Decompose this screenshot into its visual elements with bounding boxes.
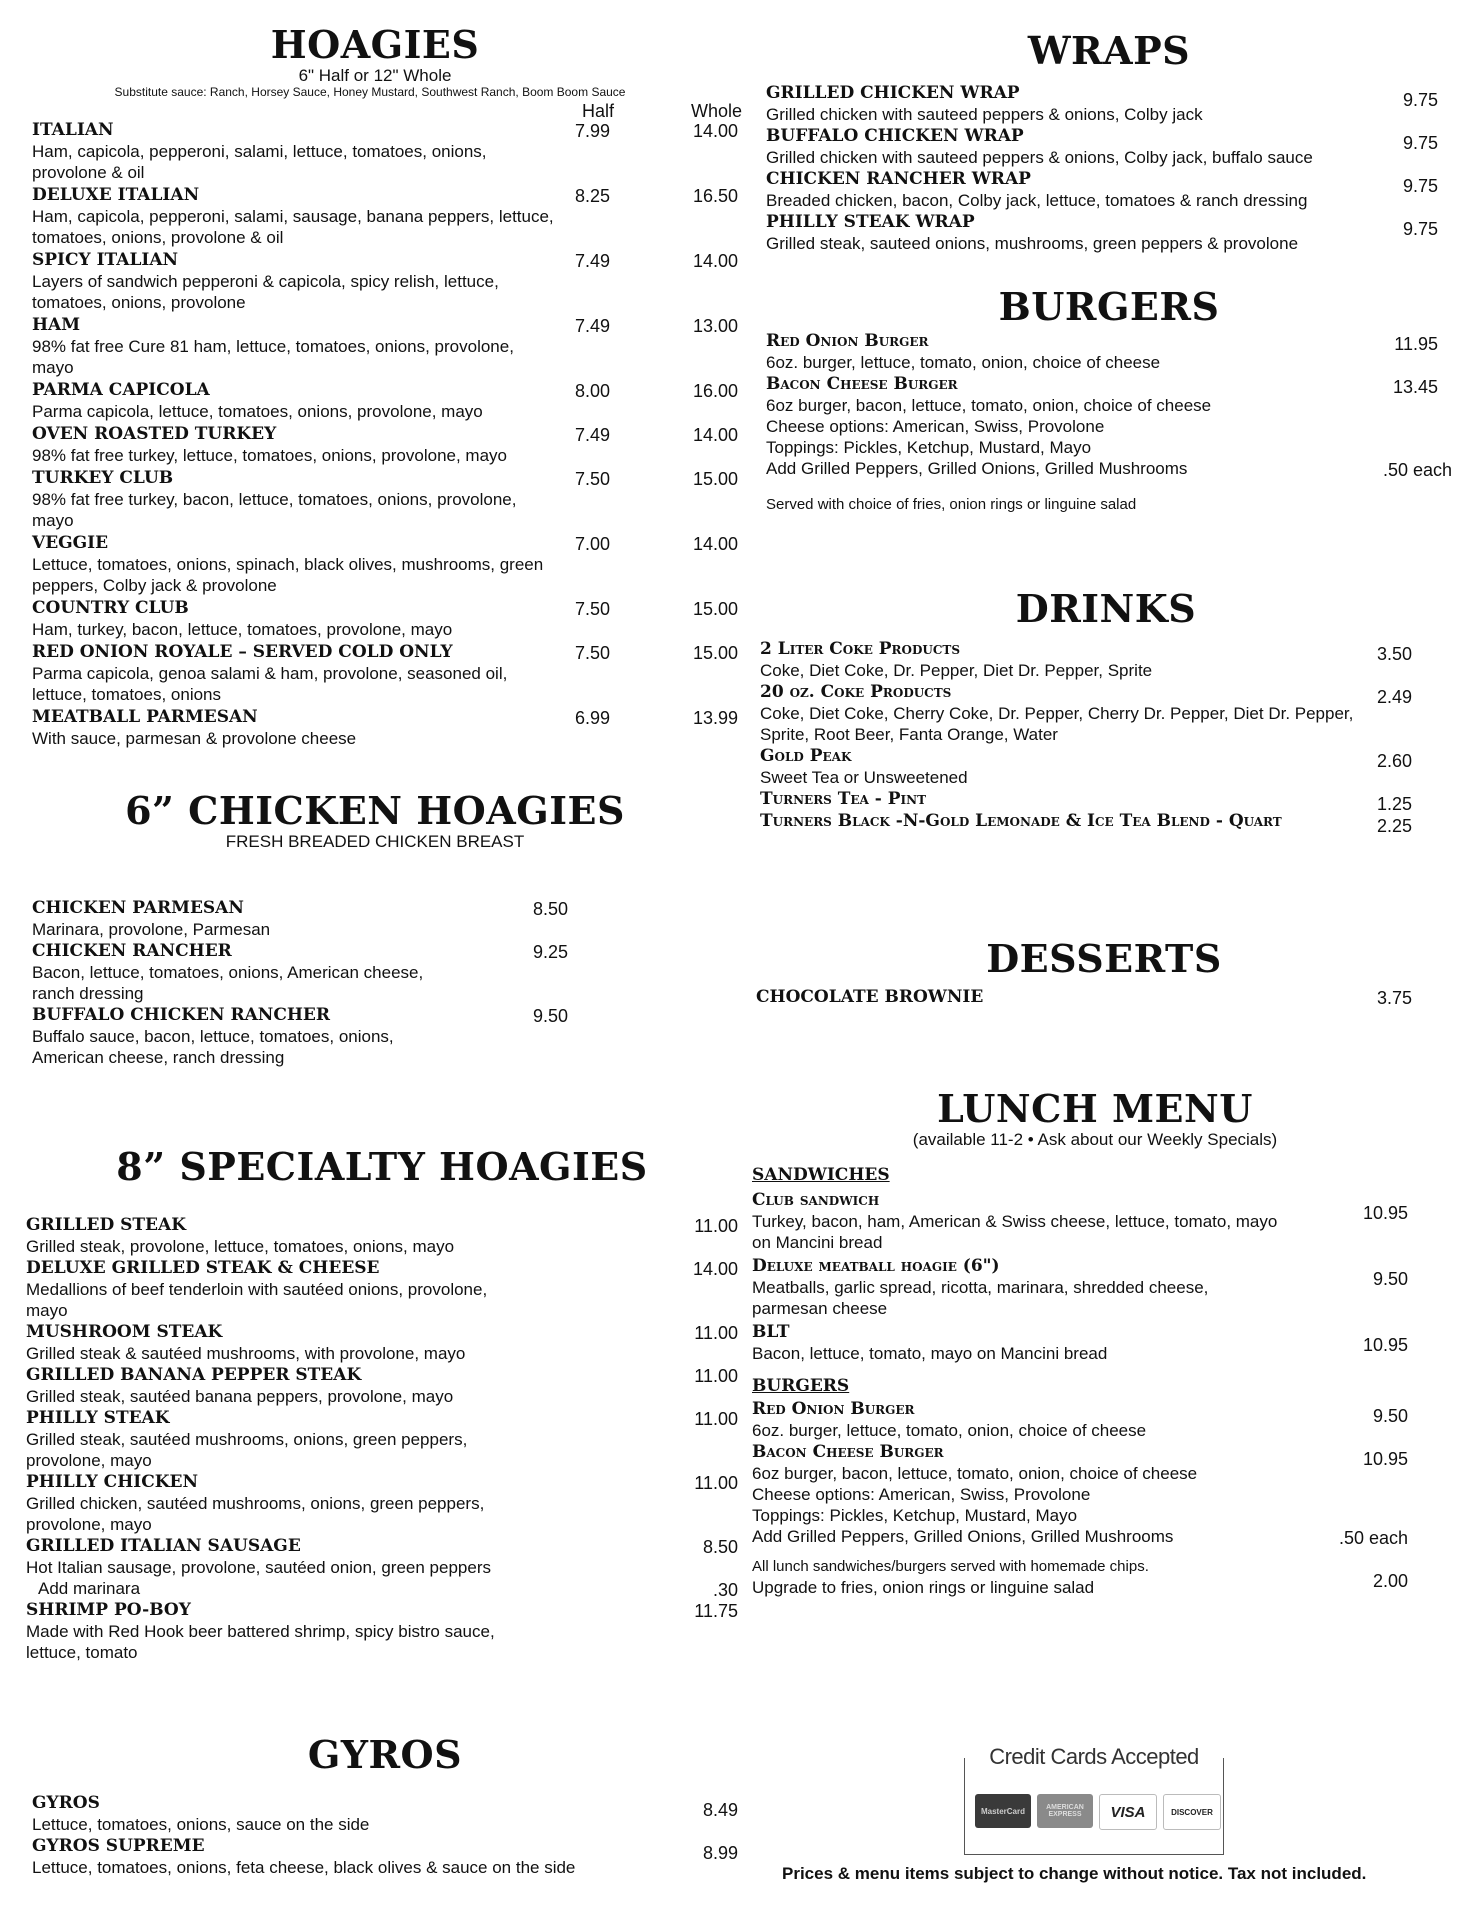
menu-item xyxy=(766,373,1452,416)
lunch-toppings: Toppings: Pickles, Ketchup, Mustard, Mayo xyxy=(752,1506,1078,1525)
amex-icon: AMERICAN EXPRESS xyxy=(1037,1794,1093,1828)
price: 9.75 xyxy=(1402,176,1438,196)
price-half: 8.25 xyxy=(574,186,610,206)
lunch-upgrade-price: 2.00 xyxy=(1372,1571,1408,1591)
menu-item-name: Bacon Cheese Burger xyxy=(752,1442,944,1462)
price-half: 7.49 xyxy=(574,425,610,445)
menu-item xyxy=(26,1257,738,1321)
price-half: 6.99 xyxy=(574,708,610,728)
menu-item-desc: Buffalo sauce, bacon, lettuce, tomatoes, onions, American cheese, ranch dressing xyxy=(32,1027,394,1067)
menu-item xyxy=(26,1535,738,1578)
menu-item-name: CHOCOLATE BROWNIE xyxy=(756,987,984,1007)
menu-item-name: GRILLED STEAK xyxy=(26,1215,186,1235)
menu-item-desc: Turkey, bacon, ham, American & Swiss cheese, lettuce, tomato, mayo on Mancini bread xyxy=(752,1212,1278,1252)
menu-item-name: CHICKEN RANCHER WRAP xyxy=(766,169,1031,189)
menu-item-name: DELUXE ITALIAN xyxy=(32,185,200,205)
menu-item-name: OVEN ROASTED TURKEY xyxy=(32,424,277,444)
menu-item-desc: Grilled chicken with sauteed peppers & onions, Colby jack, buffalo sauce xyxy=(766,148,1313,167)
menu-item-name: COUNTRY CLUB xyxy=(32,598,189,618)
menu-item-name: PHILLY STEAK xyxy=(26,1408,170,1428)
menu-item-desc: Grilled chicken, sautéed mushrooms, onions, green peppers, provolone, mayo xyxy=(26,1494,485,1534)
burgers-add-text: Add Grilled Peppers, Grilled Onions, Grilled Mushrooms xyxy=(766,459,1188,478)
price: 9.75 xyxy=(1402,90,1438,110)
price: 8.49 xyxy=(702,1800,738,1820)
menu-item-name: RED ONION ROYALE – SERVED COLD ONLY xyxy=(32,642,453,662)
discover-icon: DISCOVER xyxy=(1163,1794,1221,1830)
menu-item-desc: Layers of sandwich pepperoni & capicola, spicy relish, lettuce, tomatoes, onions, provolone xyxy=(32,272,499,312)
visa-icon: VISA xyxy=(1099,1794,1157,1830)
menu-item-name: Turners Tea - Pint xyxy=(760,789,927,809)
menu-item-desc: Lettuce, tomatoes, onions, sauce on the side xyxy=(32,1815,370,1834)
disclaimer: Prices & menu items subject to change without notice. Tax not included. xyxy=(782,1864,1367,1883)
price: 3.50 xyxy=(1376,644,1412,664)
menu-item-desc: Meatballs, garlic spread, ricotta, marinara, shredded cheese, parmesan cheese xyxy=(752,1278,1209,1318)
menu-item xyxy=(760,810,1452,836)
price: 3.75 xyxy=(1376,988,1412,1008)
lunch-add-price: .50 each xyxy=(1338,1528,1408,1548)
lunch-burgers-list xyxy=(752,1398,1408,1484)
menu-item xyxy=(32,532,738,596)
burgers-title: BURGERS xyxy=(998,284,1220,329)
price-whole: 13.99 xyxy=(692,708,738,728)
menu-item xyxy=(752,1441,1408,1484)
menu-item-name: Deluxe meatball hoagie (6") xyxy=(752,1256,1000,1276)
lunch-sandwiches-label: SANDWICHES xyxy=(752,1165,890,1185)
menu-item-desc: Made with Red Hook beer battered shrimp, spicy bistro sauce, lettuce, tomato xyxy=(26,1622,495,1662)
chicken-subtitle: FRESH BREADED CHICKEN BREAST xyxy=(225,832,525,851)
wraps-list xyxy=(766,82,1452,254)
credit-cards-box xyxy=(964,1744,1224,1855)
lunch-chips-note: All lunch sandwiches/burgers served with homemade chips. xyxy=(752,1558,1149,1575)
price: 9.50 xyxy=(532,1006,568,1026)
price-half: 7.00 xyxy=(574,534,610,554)
drinks-list xyxy=(760,638,1452,836)
menu-item-name: DELUXE GRILLED STEAK & CHEESE xyxy=(26,1258,380,1278)
lunch-section xyxy=(752,1086,1452,1821)
menu-item xyxy=(32,940,738,1004)
price-half: 7.50 xyxy=(574,599,610,619)
menu-item xyxy=(32,423,738,466)
menu-item-name: Red Onion Burger xyxy=(766,331,929,351)
menu-item-desc: Lettuce, tomatoes, onions, spinach, black olives, mushrooms, green peppers, Colby jack & provolone xyxy=(32,555,544,595)
wraps-section xyxy=(766,30,1452,254)
menu-item xyxy=(32,314,738,378)
menu-item-desc: Bacon, lettuce, tomatoes, onions, American cheese, ranch dressing xyxy=(32,963,424,1003)
menu-item-desc: Lettuce, tomatoes, onions, feta cheese, black olives & sauce on the side xyxy=(32,1858,576,1877)
specialty-title: 8” SPECIALTY HOAGIES xyxy=(116,1144,648,1189)
hoagies-section xyxy=(32,22,742,750)
menu-item xyxy=(32,379,738,422)
menu-item xyxy=(752,1398,1408,1441)
price-whole: 15.00 xyxy=(692,599,738,619)
price: 11.00 xyxy=(694,1366,738,1386)
lunch-cheese: Cheese options: American, Swiss, Provolone xyxy=(752,1485,1091,1504)
menu-item-name: MUSHROOM STEAK xyxy=(26,1322,223,1342)
menu-item-desc: Grilled steak, provolone, lettuce, tomatoes, onions, mayo xyxy=(26,1237,455,1256)
menu-item-desc: 6oz. burger, lettuce, tomato, onion, choice of cheese xyxy=(766,353,1161,372)
menu-item-desc: Hot Italian sausage, provolone, sautéed onion, green peppers xyxy=(26,1558,491,1577)
menu-item xyxy=(766,168,1452,211)
mastercard-icon: MasterCard xyxy=(975,1794,1031,1828)
menu-item-name: CHICKEN RANCHER xyxy=(32,941,232,961)
menu-item-name: MEATBALL PARMESAN xyxy=(32,707,258,727)
price: 14.00 xyxy=(692,1259,738,1279)
price: 9.75 xyxy=(1402,133,1438,153)
menu-item xyxy=(32,597,738,640)
chicken-title: 6” CHICKEN HOAGIES xyxy=(125,788,625,833)
menu-item xyxy=(766,330,1452,373)
chicken-section xyxy=(32,790,738,1068)
menu-item xyxy=(26,1214,738,1257)
menu-item xyxy=(752,1189,1408,1253)
price: 9.75 xyxy=(1402,219,1438,239)
menu-item xyxy=(26,1407,738,1471)
menu-item xyxy=(32,1835,738,1878)
price-whole: 15.00 xyxy=(692,643,738,663)
desserts-section xyxy=(756,938,1452,1008)
menu-item-desc: Grilled chicken with sauteed peppers & onions, Colby jack xyxy=(766,105,1203,124)
price: 9.50 xyxy=(1372,1406,1408,1426)
menu-item-name: SHRIMP PO-BOY xyxy=(26,1600,191,1620)
menu-item-desc: Bacon, lettuce, tomato, mayo on Mancini bread xyxy=(752,1344,1108,1363)
menu-item-desc: 6oz burger, bacon, lettuce, tomato, onion, choice of cheese xyxy=(752,1464,1198,1483)
hoagies-sauce-note: Substitute sauce: Ranch, Horsey Sauce, Honey Mustard, Southwest Ranch, Boom Boom Sauce xyxy=(114,85,626,99)
price: 11.75 xyxy=(694,1601,738,1621)
lunch-title: LUNCH MENU xyxy=(937,1086,1253,1131)
menu-item xyxy=(760,788,1452,814)
menu-item-name: HAM xyxy=(32,315,81,335)
menu-item-name: PHILLY CHICKEN xyxy=(26,1472,199,1492)
menu-item-desc: Grilled steak & sautéed mushrooms, with provolone, mayo xyxy=(26,1344,466,1363)
price-whole: 15.00 xyxy=(692,469,738,489)
gyros-section xyxy=(32,1734,738,1878)
menu-item-name: BLT xyxy=(752,1322,790,1342)
menu-item xyxy=(26,1599,738,1663)
lunch-add-text: Add Grilled Peppers, Grilled Onions, Grilled Mushrooms xyxy=(752,1527,1174,1546)
menu-item xyxy=(766,82,1452,125)
menu-item-name: GRILLED BANANA PEPPER STEAK xyxy=(26,1365,362,1385)
price-half: 8.00 xyxy=(574,381,610,401)
menu-item-desc: 6oz. burger, lettuce, tomato, onion, choice of cheese xyxy=(752,1421,1147,1440)
burgers-add xyxy=(766,458,1452,479)
menu-item-desc: Medallions of beef tenderloin with sautéed onions, provolone, mayo xyxy=(26,1280,488,1320)
menu-item-name: Gold Peak xyxy=(760,746,852,766)
menu-item-name: PARMA CAPICOLA xyxy=(32,380,210,400)
menu-item xyxy=(766,211,1452,254)
menu-item-desc: Parma capicola, genoa salami & ham, provolone, seasoned oil, lettuce, tomatoes, onions xyxy=(32,664,508,704)
menu-item-desc: 98% fat free turkey, lettuce, tomatoes, onions, provolone, mayo xyxy=(32,446,507,465)
menu-item-name: SPICY ITALIAN xyxy=(32,250,179,270)
menu-item-name: GRILLED CHICKEN WRAP xyxy=(766,83,1020,103)
menu-item-name: VEGGIE xyxy=(32,533,109,553)
menu-item xyxy=(26,1471,738,1535)
menu-item-desc: Coke, Diet Coke, Cherry Coke, Dr. Pepper, Cherry Dr. Pepper, Diet Dr. Pepper, Sprite, Root Beer, Fanta Orange, Water xyxy=(760,704,1354,744)
hoagies-list xyxy=(32,119,738,749)
specialty-list xyxy=(26,1214,738,1663)
menu-item-desc: Grilled steak, sauteed onions, mushrooms, green peppers & provolone xyxy=(766,234,1299,253)
menu-item-name: 20 oz. Coke Products xyxy=(760,682,952,702)
price-half: 7.99 xyxy=(574,121,610,141)
desserts-title: DESSERTS xyxy=(986,936,1222,981)
credit-cards-title: Credit Cards Accepted xyxy=(965,1744,1223,1770)
price-whole: 14.00 xyxy=(692,121,738,141)
chicken-list xyxy=(32,897,738,1068)
menu-item xyxy=(26,1364,738,1407)
price: 8.50 xyxy=(532,899,568,919)
menu-item-desc: Grilled steak, sautéed banana peppers, provolone, mayo xyxy=(26,1387,454,1406)
price: 9.50 xyxy=(1372,1269,1408,1289)
lunch-subtitle: (available 11-2 • Ask about our Weekly Specials) xyxy=(912,1130,1278,1149)
specialty-section xyxy=(26,1146,738,1663)
lunch-add xyxy=(752,1526,1408,1547)
price-whole: 14.00 xyxy=(692,425,738,445)
menu-item xyxy=(32,467,738,531)
price: 10.95 xyxy=(1362,1203,1408,1223)
menu-item xyxy=(32,1004,738,1068)
col-half: Half xyxy=(581,101,614,121)
gyros-list xyxy=(32,1792,738,1878)
menu-item-desc: Parma capicola, lettuce, tomatoes, onions, provolone, mayo xyxy=(32,402,483,421)
burgers-served: Served with choice of fries, onion rings or linguine salad xyxy=(766,496,1137,513)
menu-item-desc: Grilled steak, sautéed mushrooms, onions, green peppers, provolone, mayo xyxy=(26,1430,468,1470)
menu-item-name: PHILLY STEAK WRAP xyxy=(766,212,975,232)
menu-item xyxy=(32,706,738,749)
price: 11.00 xyxy=(694,1216,738,1236)
drinks-section xyxy=(760,586,1452,836)
lunch-sandwiches-list xyxy=(752,1189,1408,1364)
burgers-toppings: Toppings: Pickles, Ketchup, Mustard, Mayo xyxy=(766,438,1092,457)
menu-item-name: CHICKEN PARMESAN xyxy=(32,898,244,918)
menu-item-name: Red Onion Burger xyxy=(752,1399,915,1419)
menu-item-desc: 98% fat free turkey, bacon, lettuce, tomatoes, onions, provolone, mayo xyxy=(32,490,517,530)
menu-item xyxy=(752,1255,1408,1319)
price-half: 7.49 xyxy=(574,251,610,271)
menu-item-name: Bacon Cheese Burger xyxy=(766,374,958,394)
menu-item xyxy=(760,745,1452,788)
price-whole: 16.00 xyxy=(692,381,738,401)
menu-item-name: GYROS xyxy=(32,1793,100,1813)
price: 10.95 xyxy=(1362,1449,1408,1469)
menu-item xyxy=(760,681,1452,745)
menu-item-desc: 98% fat free Cure 81 ham, lettuce, tomatoes, onions, provolone, mayo xyxy=(32,337,514,377)
menu-item-name: Turners Black -N-Gold Lemonade & Ice Tea Blend - Quart xyxy=(760,811,1282,831)
menu-item xyxy=(26,1578,738,1599)
price: 11.95 xyxy=(1394,334,1438,354)
menu-item xyxy=(32,641,738,705)
menu-item xyxy=(32,1792,738,1835)
menu-item-name: ITALIAN xyxy=(32,120,114,140)
menu-item-desc: Ham, capicola, pepperoni, salami, sausage, banana peppers, lettuce, tomatoes, onions, provolone & oil xyxy=(32,207,554,247)
menu-item-desc: 6oz burger, bacon, lettuce, tomato, onion, choice of cheese xyxy=(766,396,1212,415)
menu-item xyxy=(760,638,1452,681)
burgers-section xyxy=(766,286,1452,515)
price: 1.25 xyxy=(1376,794,1412,814)
menu-item xyxy=(32,119,738,183)
price: 13.45 xyxy=(1392,377,1438,397)
burgers-cheese: Cheese options: American, Swiss, Provolone xyxy=(766,417,1105,436)
menu-item-name: TURKEY CLUB xyxy=(32,468,174,488)
price: 11.00 xyxy=(694,1473,738,1493)
price-half: 7.50 xyxy=(574,643,610,663)
menu-item-desc: With sauce, parmesan & provolone cheese xyxy=(32,729,357,748)
price: 2.60 xyxy=(1376,751,1412,771)
menu-item-desc: Breaded chicken, bacon, Colby jack, lettuce, tomatoes & ranch dressing xyxy=(766,191,1308,210)
menu-item-desc: Add marinara xyxy=(38,1579,141,1598)
gyros-title: GYROS xyxy=(307,1732,463,1777)
price-half: 7.50 xyxy=(574,469,610,489)
price: .30 xyxy=(712,1580,738,1600)
price: 2.25 xyxy=(1376,816,1412,836)
menu-item xyxy=(26,1321,738,1364)
menu-item-name: GYROS SUPREME xyxy=(32,1836,205,1856)
price-half: 7.49 xyxy=(574,316,610,336)
menu-item-name: BUFFALO CHICKEN WRAP xyxy=(766,126,1024,146)
lunch-upgrade xyxy=(752,1557,1408,1598)
drinks-title: DRINKS xyxy=(1015,586,1197,631)
menu-item xyxy=(766,125,1452,168)
wraps-title: WRAPS xyxy=(1027,28,1191,73)
menu-item xyxy=(32,897,738,940)
menu-item xyxy=(32,249,738,313)
desserts-list xyxy=(756,986,1452,1008)
burgers-list xyxy=(766,330,1452,416)
menu-item xyxy=(32,184,738,248)
lunch-upgrade-text: Upgrade to fries, onion rings or linguine salad xyxy=(752,1578,1095,1597)
price: 8.50 xyxy=(702,1537,738,1557)
price-whole: 13.00 xyxy=(692,316,738,336)
hoagies-col-headers xyxy=(32,99,742,121)
lunch-burgers-label: BURGERS xyxy=(752,1376,850,1396)
price-whole: 14.00 xyxy=(692,251,738,271)
menu-item-desc: Coke, Diet Coke, Dr. Pepper, Diet Dr. Pepper, Sprite xyxy=(760,661,1153,680)
menu-item-name: 2 Liter Coke Products xyxy=(760,639,960,659)
menu-item-desc: Ham, turkey, bacon, lettuce, tomatoes, provolone, mayo xyxy=(32,620,453,639)
hoagies-subtitle: 6" Half or 12" Whole xyxy=(298,66,452,85)
menu-item-desc: Marinara, provolone, Parmesan xyxy=(32,920,271,939)
menu-item-desc: Ham, capicola, pepperoni, salami, lettuce, tomatoes, onions, provolone & oil xyxy=(32,142,487,182)
menu-item-name: Club sandwich xyxy=(752,1190,880,1210)
hoagies-title: HOAGIES xyxy=(270,22,480,67)
price-whole: 16.50 xyxy=(692,186,738,206)
menu-item xyxy=(756,986,1452,1008)
menu-item-name: BUFFALO CHICKEN RANCHER xyxy=(32,1005,331,1025)
col-whole: Whole xyxy=(690,101,742,121)
menu-item xyxy=(752,1321,1408,1364)
price: 11.00 xyxy=(694,1323,738,1343)
burgers-add-price: .50 each xyxy=(1382,460,1452,480)
price: 8.99 xyxy=(702,1843,738,1863)
menu-item-desc: Sweet Tea or Unsweetened xyxy=(760,768,968,787)
menu-item-name: GRILLED ITALIAN SAUSAGE xyxy=(26,1536,301,1556)
price: 2.49 xyxy=(1376,687,1412,707)
price: 9.25 xyxy=(532,942,568,962)
cards-row xyxy=(975,1794,1221,1830)
price: 10.95 xyxy=(1362,1335,1408,1355)
price-whole: 14.00 xyxy=(692,534,738,554)
price: 11.00 xyxy=(694,1409,738,1429)
